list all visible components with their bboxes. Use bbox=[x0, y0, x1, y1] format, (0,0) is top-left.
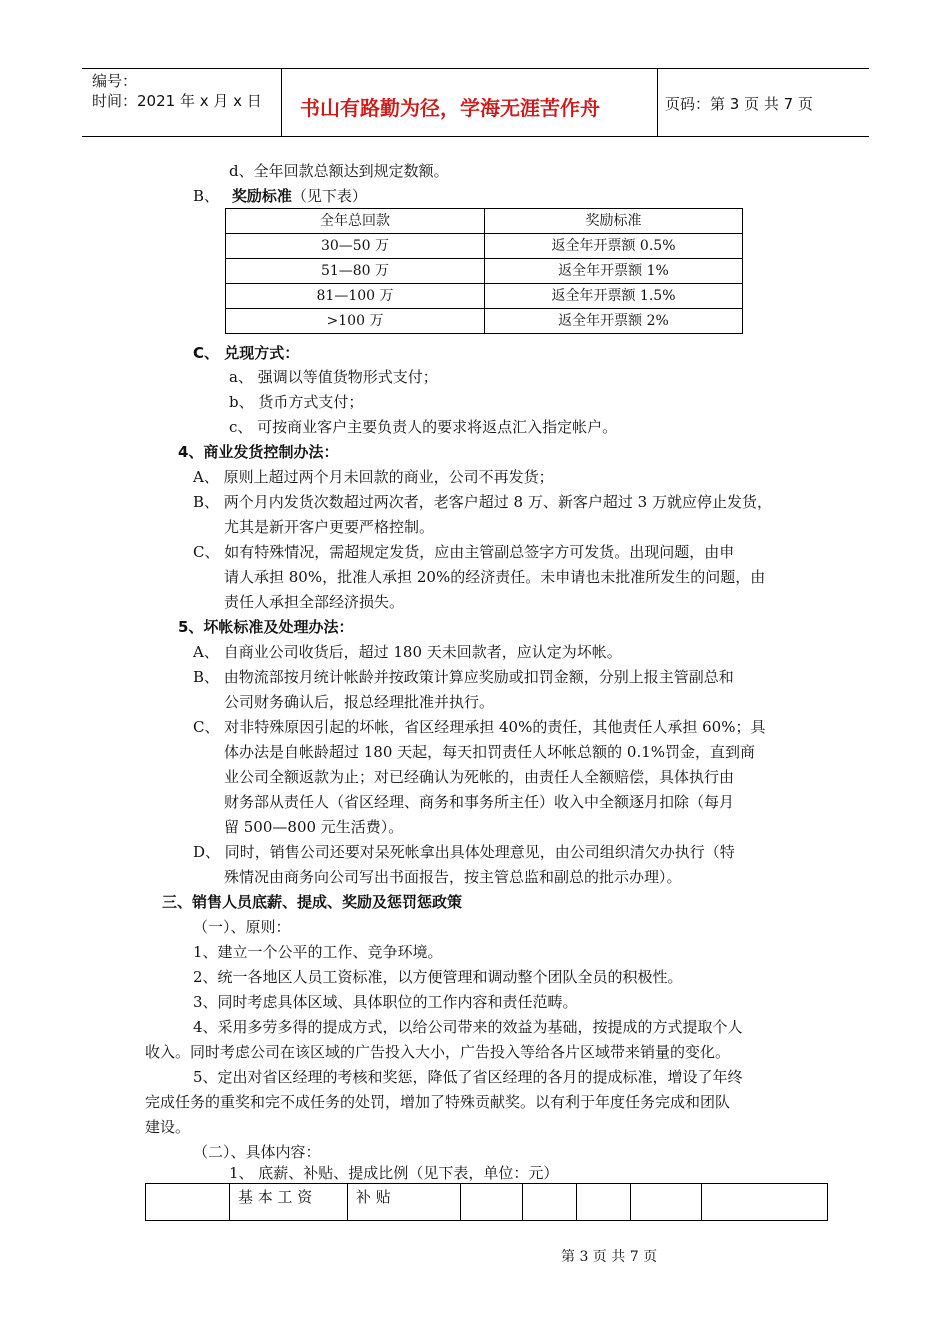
section-b-title: 奖励标准 bbox=[231, 187, 292, 205]
section-5-heading: 5、坏帐标准及处理办法： bbox=[178, 618, 354, 636]
section-c-heading: C、 兑现方式： bbox=[193, 344, 300, 362]
list-item: 3、同时考虑具体区域、具体职位的工作内容和责任范畴。 bbox=[193, 993, 578, 1011]
table-cell bbox=[702, 1184, 828, 1221]
list-item-continued: 尤其是新开客户更要严格控制。 bbox=[224, 518, 435, 536]
list-item: A、 原则上超过两个月未回款的商业，公司不再发货； bbox=[193, 468, 554, 486]
table-cell: 30—50 万 bbox=[226, 234, 485, 259]
table-cell: 返全年开票额 1% bbox=[485, 259, 743, 284]
paragraph-line: d、全年回款总额达到规定数额。 bbox=[229, 162, 449, 180]
table-cell: 81—100 万 bbox=[226, 284, 485, 309]
list-item: C、 对非特殊原因引起的坏帐，省区经理承担 40%的责任，其他责任人承担 60%；具 bbox=[193, 718, 766, 736]
list-item: A、 自商业公司收货后，超过 180 天未回款者，应认定为坏帐。 bbox=[193, 643, 622, 661]
page-footer: 第 3 页 共 7 页 bbox=[561, 1249, 658, 1265]
list-item-continued: 留 500—800 元生活费）。 bbox=[224, 818, 404, 836]
document-number-label: 编号： bbox=[92, 72, 138, 90]
header-divider bbox=[281, 68, 282, 136]
header-page-number: 页码：第 3 页 共 7 页 bbox=[665, 95, 813, 113]
table-cell bbox=[577, 1184, 631, 1221]
section-4-heading: 4、商业发货控制办法： bbox=[178, 443, 339, 461]
list-item: 1、建立一个公平的工作、竞争环境。 bbox=[193, 943, 443, 961]
table-row bbox=[226, 284, 743, 309]
table-header-cell: 补 贴 bbox=[348, 1184, 461, 1221]
list-item-continued: 建设。 bbox=[145, 1118, 191, 1136]
list-item-continued: 责任人承担全部经济损失。 bbox=[224, 593, 405, 611]
list-item-continued: 完成任务的重奖和完不成任务的处罚，增加了特殊贡献奖。以有利于年度任务完成和团队 bbox=[145, 1093, 731, 1111]
header-divider bbox=[657, 68, 658, 136]
list-item: a、 强调以等值货物形式支付； bbox=[229, 368, 438, 386]
list-item: 5、定出对省区经理的考核和奖惩，降低了省区经理的各月的提成标准，增设了年终 bbox=[193, 1068, 743, 1086]
section-3-heading: 三、销售人员底薪、提成、奖励及惩罚惩政策 bbox=[162, 893, 463, 911]
document-date: 时间：2021 年 x 月 x 日 bbox=[92, 92, 262, 110]
salary-table bbox=[145, 1183, 828, 1221]
table-cell bbox=[523, 1184, 577, 1221]
section-b-heading bbox=[193, 183, 367, 209]
list-item: 1、 底薪、补贴、提成比例（见下表，单位：元） bbox=[229, 1164, 559, 1182]
table-cell: >100 万 bbox=[226, 309, 485, 334]
list-item-continued: 请人承担 80%，批准人承担 20%的经济责任。未申请也未批准所发生的问题，由 bbox=[224, 568, 766, 586]
header-motto: 书山有路勤为径，学海无涯苦作舟 bbox=[300, 96, 600, 120]
table-cell bbox=[146, 1184, 230, 1221]
table-row bbox=[146, 1184, 828, 1221]
list-item: D、 同时，销售公司还要对呆死帐拿出具体处理意见，由公司组织清欠办执行（特 bbox=[193, 843, 735, 861]
list-item-continued: 公司财务确认后，报总经理批准并执行。 bbox=[224, 693, 495, 711]
list-item-continued: 业公司全额返款为止；对已经确认为死帐的，由责任人全额赔偿，具体执行由 bbox=[224, 768, 735, 786]
list-item: b、 货币方式支付； bbox=[229, 393, 364, 411]
list-item-continued: 财务部从责任人（省区经理、商务和事务所主任）收入中全额逐月扣除（每月 bbox=[224, 793, 735, 811]
list-item: B、 两个月内发货次数超过两次者，老客户超过 8 万、新客户超过 3 万就应停止发货， bbox=[193, 493, 772, 511]
list-item: B、 由物流部按月统计帐龄并按政策计算应奖励或扣罚金额，分别上报主管副总和 bbox=[193, 668, 734, 686]
table-row bbox=[226, 259, 743, 284]
table-cell: 返全年开票额 2% bbox=[485, 309, 743, 334]
subsection-title: （二）、具体内容： bbox=[193, 1143, 321, 1161]
table-header-cell: 基 本 工 资 bbox=[230, 1184, 348, 1221]
table-header-cell: 奖励标准 bbox=[485, 209, 743, 234]
subsection-title: （一）、原则： bbox=[193, 918, 291, 936]
table-cell: 51—80 万 bbox=[226, 259, 485, 284]
list-item: 4、采用多劳多得的提成方式，以给公司带来的效益为基础，按提成的方式提取个人 bbox=[193, 1018, 743, 1036]
section-b-prefix: B、 bbox=[193, 187, 220, 205]
table-header-cell: 全年总回款 bbox=[226, 209, 485, 234]
table-cell: 返全年开票额 0.5% bbox=[485, 234, 743, 259]
list-item-continued: 殊情况由商务向公司写出书面报告，按主管总监和副总的批示办理）。 bbox=[224, 868, 682, 886]
list-item: C、 如有特殊情况，需超规定发货，应由主管副总签字方可发货。出现问题，由申 bbox=[193, 543, 735, 561]
table-row bbox=[226, 234, 743, 259]
section-b-note: （见下表） bbox=[291, 187, 367, 205]
list-item-continued: 收入。同时考虑公司在该区域的广告投入大小，广告投入等给各片区域带来销量的变化。 bbox=[145, 1043, 731, 1061]
table-cell bbox=[461, 1184, 523, 1221]
list-item: 2、统一各地区人员工资标准，以方便管理和调动整个团队全员的积极性。 bbox=[193, 968, 683, 986]
list-item-continued: 体办法是自帐龄超过 180 天起，每天扣罚责任人坏帐总额的 0.1%罚金，直到商 bbox=[224, 743, 756, 761]
table-cell bbox=[631, 1184, 702, 1221]
table-row bbox=[226, 309, 743, 334]
table-header-row bbox=[226, 209, 743, 234]
reward-table bbox=[225, 208, 743, 334]
list-item: c、 可按商业客户主要负责人的要求将返点汇入指定帐户。 bbox=[229, 418, 618, 436]
table-cell: 返全年开票额 1.5% bbox=[485, 284, 743, 309]
